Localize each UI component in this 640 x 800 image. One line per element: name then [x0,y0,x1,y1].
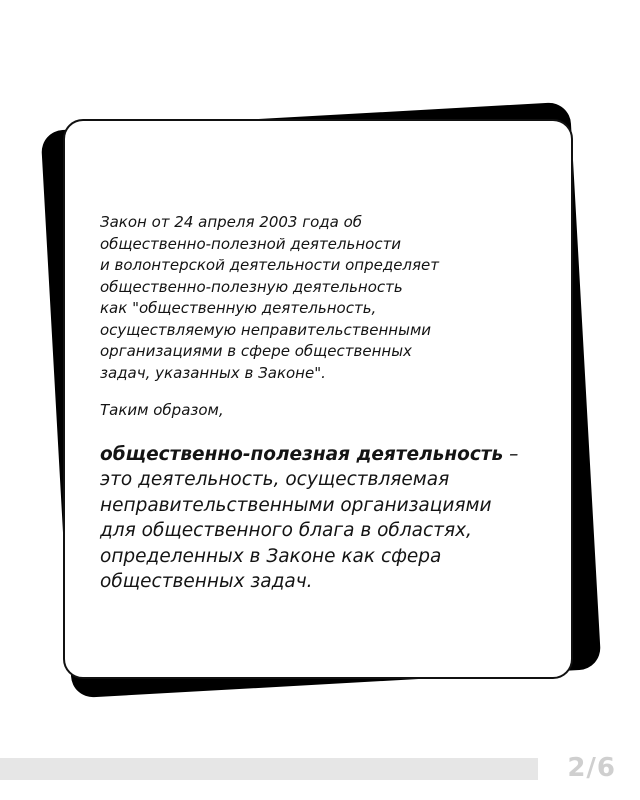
card-content [100,212,551,595]
transition-text: Таким образом, [100,401,224,419]
progress-track [0,758,538,780]
intro-paragraph: Закон от 24 апреля 2003 года об общественно-полезной деятельности и волонтерской деятельности определяет общественно-полезную деятельность как "общественную деятельность, осуществляемую неправительственными организациями в сфере общественных задач, указанных в Законе". [100,213,440,382]
definition-term: общественно-полезная деятельность [100,443,504,465]
page-indicator: 2/6 [567,753,616,783]
content-card [63,119,573,679]
definition-paragraph [100,442,551,595]
definition-body: – это деятельность, осуществляемая неправительственными организациями для общественного блага в областях, определенных в Законе как сфера общественных задач. [100,443,519,592]
